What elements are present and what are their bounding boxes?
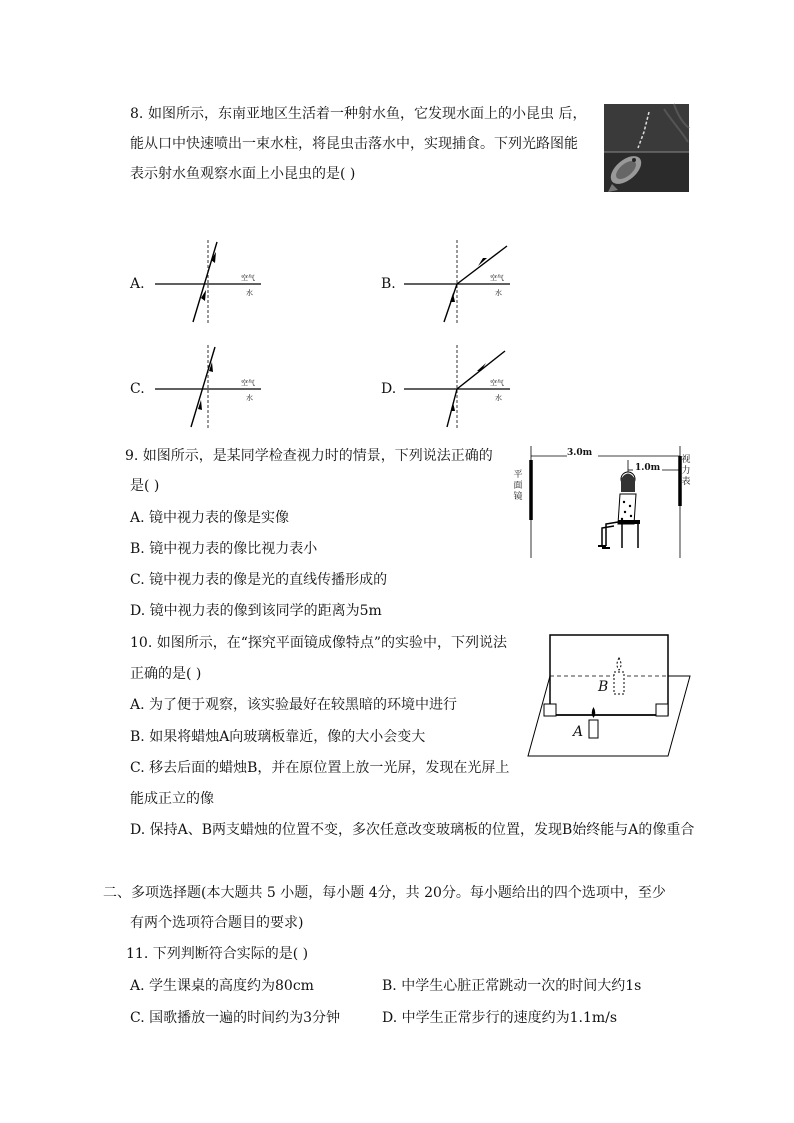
q8-line1: 如图所示，东南亚地区生活着一种射水鱼，它发现水面上的小昆虫 后， — [148, 106, 587, 122]
q8-c-air: 空气 — [241, 379, 255, 387]
q9-line2: 是( ) — [130, 478, 160, 494]
q9-chart-label: 视力表 — [681, 455, 691, 487]
q11-option-c: C. 国歌播放一遍的时间约为3分钟 — [130, 1010, 341, 1026]
q8-d-air: 空气 — [490, 379, 504, 387]
archer-fish-photo — [604, 104, 689, 192]
q10-candle-a: A — [573, 724, 584, 740]
q10-option-d: D. 保持A、B两支蜡烛的位置不变，多次任意改变玻璃板的位置，发现B始终能与A的像重合 — [130, 822, 695, 838]
q8-line2: 能从口中快速喷出一束水柱，将昆虫击落水中，实现捕食。下列光路图能 — [130, 136, 578, 152]
q10-option-b: B. 如果将蜡烛A向玻璃板靠近，像的大小会变大 — [130, 729, 426, 745]
q9-dist-total: 3.0m — [567, 448, 593, 458]
q8-option-a-label: A. — [130, 276, 145, 292]
q8-option-b-label: B. — [381, 276, 396, 292]
q9-option-b: B. 镜中视力表的像比视力表小 — [130, 541, 318, 557]
q10-option-c-cont: 能成正立的像 — [130, 791, 214, 807]
q8-diagram-b — [404, 240, 514, 325]
q11-option-a: A. 学生课桌的高度约为80cm — [130, 978, 314, 994]
q8-b-air: 空气 — [490, 274, 504, 282]
q8-diagram-d — [404, 345, 514, 430]
q9-mirror-label: 平面镜 — [513, 470, 523, 502]
q11-stem: 11. 下列判断符合实际的是( ) — [126, 946, 309, 962]
section2-line1: 二、多项选择题(本大题共 5 小题，每小题 4分，共 20分。每小题给出的四个选项中，至少 — [103, 885, 666, 901]
q8-option-d-label: D. — [381, 381, 397, 397]
q11-option-d: D. 中学生正常步行的速度约为1.1m/s — [382, 1010, 618, 1026]
q8-b-water: 水 — [495, 289, 502, 297]
section2-line2: 有两个选项符合题目的要求) — [130, 915, 304, 931]
q8-diagram-c — [155, 345, 265, 430]
q9-option-c: C. 镜中视力表的像是光的直线传播形成的 — [130, 572, 388, 588]
q9-eye-test-figure — [510, 446, 700, 561]
q9-option-d: D. 镜中视力表的像到该同学的距离为5m — [130, 603, 382, 619]
q8-a-air: 空气 — [241, 274, 255, 282]
q10-line1: 10. 如图所示，在“探究平面镜成像特点”的实验中，下列说法 — [130, 635, 508, 651]
q10-option-a: A. 为了便于观察，该实验最好在较黑暗的环境中进行 — [130, 697, 458, 713]
q10-line2: 正确的是( ) — [130, 666, 202, 682]
q8-c-water: 水 — [246, 394, 253, 402]
q10-option-c: C. 移去后面的蜡烛B，并在原位置上放一光屏，发现在光屏上 — [130, 760, 510, 776]
q8-line3: 表示射水鱼观察水面上小昆虫的是( ) — [130, 166, 356, 182]
q8-option-c-label: C. — [130, 381, 145, 397]
q9-option-a: A. 镜中视力表的像是实像 — [130, 510, 290, 526]
q11-option-b: B. 中学生心脏正常跳动一次的时间大约1s — [382, 978, 642, 994]
q8-a-water: 水 — [246, 289, 253, 297]
q9-dist-short: 1.0m — [635, 463, 661, 473]
q8-diagram-a — [155, 240, 265, 325]
q8-d-water: 水 — [495, 394, 502, 402]
q10-candle-b: B — [598, 679, 609, 695]
q10-plane-mirror-figure — [528, 632, 693, 757]
q9-line1: 9. 如图所示，是某同学检查视力时的情景，下列说法正确的 — [125, 448, 493, 464]
q8-number: 8. — [130, 106, 144, 122]
